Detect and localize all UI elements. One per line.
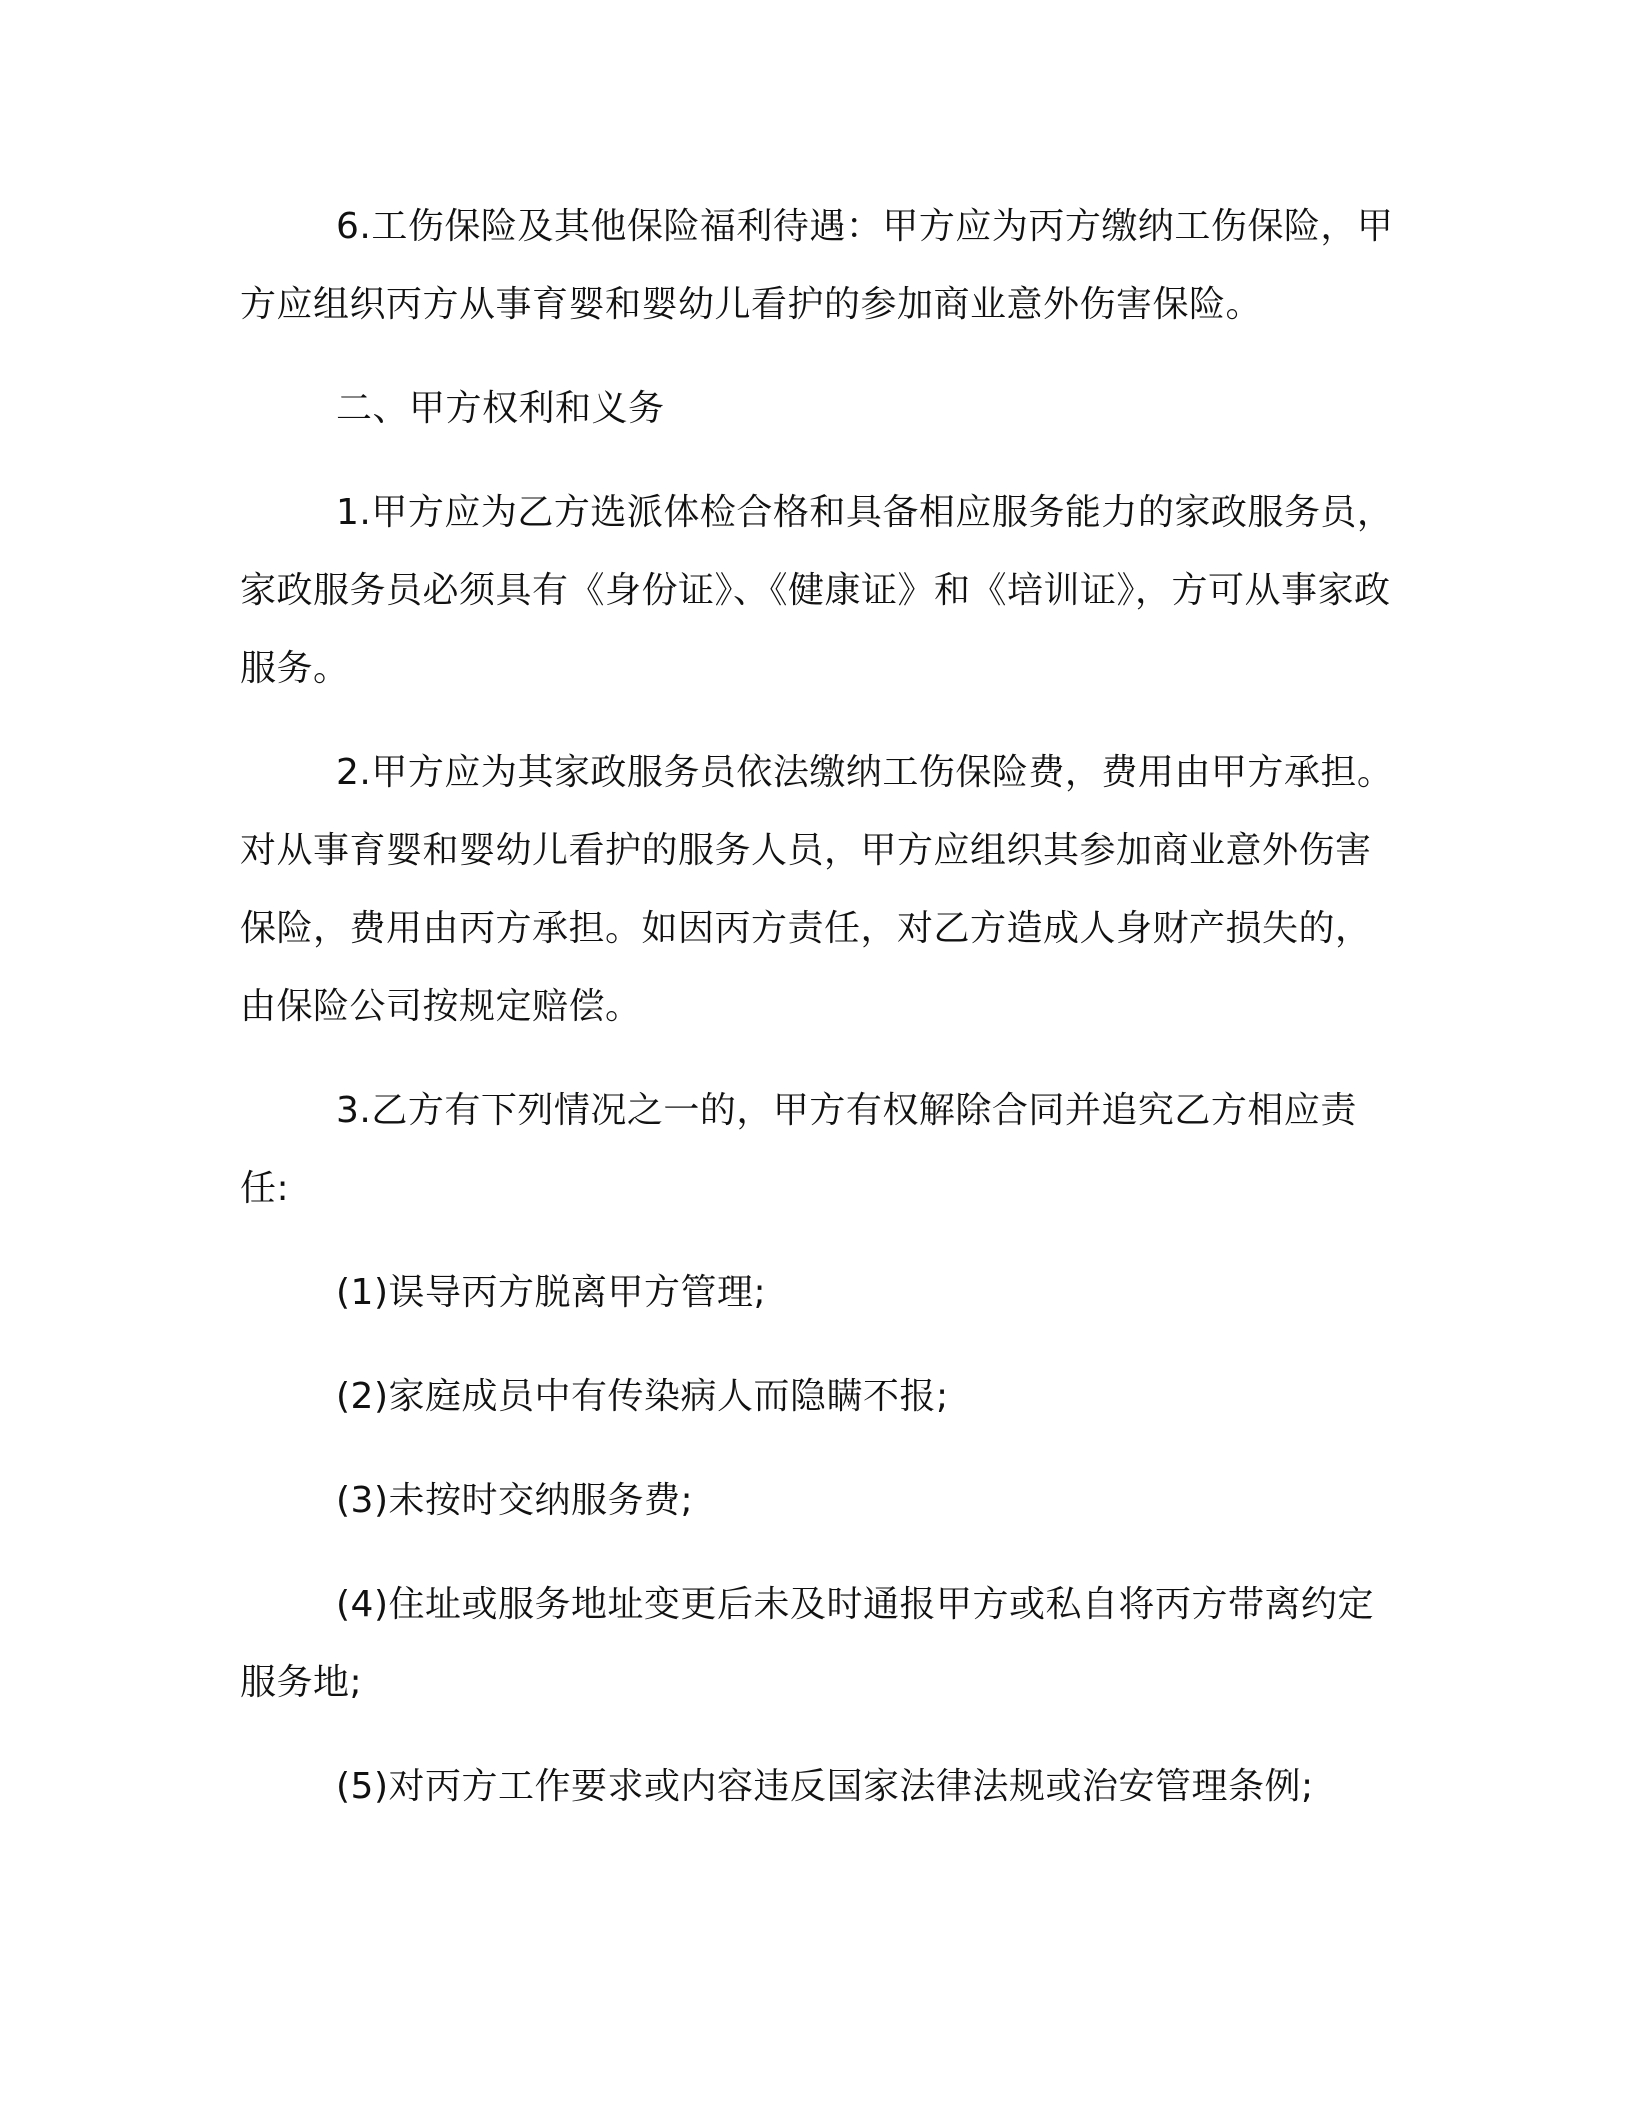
list-item-4: (4)住址或服务地址变更后未及时通报甲方或私自将丙方带离约定服务地; <box>240 1584 1374 1703</box>
list-item-3: (3)未按时交纳服务费; <box>336 1480 694 1521</box>
paragraph-clause-3: 3.乙方有下列情况之一的，甲方有权解除合同并追究乙方相应责任: <box>240 1090 1357 1209</box>
list-item-5: (5)对丙方工作要求或内容违反国家法律法规或治安管理条例; <box>336 1766 1314 1807</box>
list-item-2: (2)家庭成员中有传染病人而隐瞒不报; <box>336 1376 949 1417</box>
document-body <box>240 188 1400 1852</box>
paragraph-insurance-benefits: 6.工伤保险及其他保险福利待遇：甲方应为丙方缴纳工伤保险，甲方应组织丙方从事育婴和婴幼儿看护的参加商业意外伤害保险。 <box>240 206 1394 325</box>
section-heading-party-a-rights: 二、甲方权利和义务 <box>336 388 665 429</box>
paragraph-clause-1: 1.甲方应为乙方选派体检合格和具备相应服务能力的家政服务员，家政服务员必须具有《身份证》、《健康证》和《培训证》，方可从事家政服务。 <box>240 492 1394 689</box>
list-item-1: (1)误导丙方脱离甲方管理; <box>336 1272 767 1313</box>
paragraph-clause-2: 2.甲方应为其家政服务员依法缴纳工伤保险费，费用由甲方承担。对从事育婴和婴幼儿看护的服务人员，甲方应组织其参加商业意外伤害保险，费用由丙方承担。如因丙方责任，对乙方造成人身财产损失的，由保险公司按规定赔偿。 <box>240 752 1394 1027</box>
